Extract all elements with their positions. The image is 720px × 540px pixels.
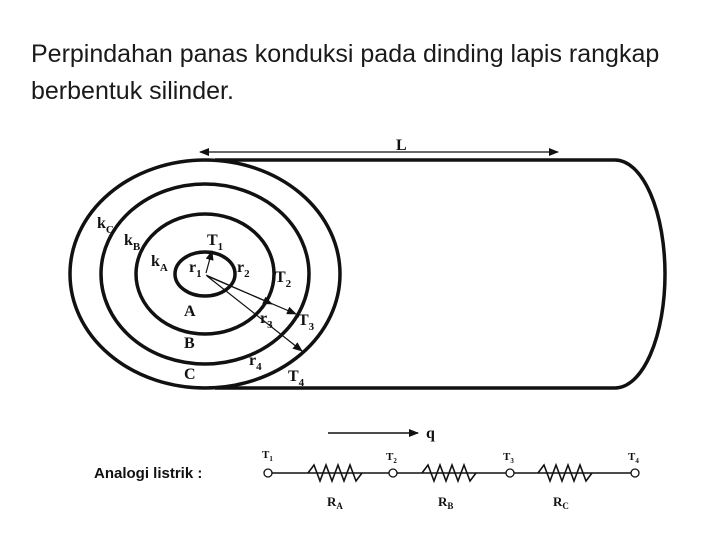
analogy-label: Analogi listrik :	[94, 465, 203, 482]
layer-a-outer-boundary	[136, 214, 274, 334]
node-t2-label: $T_2$	[386, 451, 397, 465]
label-layer-a: A	[184, 303, 196, 320]
label-t2: $T_2$	[275, 269, 292, 290]
node-t2	[389, 469, 397, 477]
label-layer-c: C	[184, 366, 196, 383]
node-t4	[631, 469, 639, 477]
resistor-b-label: $R_B$	[438, 494, 454, 511]
label-ka: $k_A$	[151, 253, 168, 274]
label-r1: $r_1$	[189, 259, 202, 280]
length-label: L	[396, 137, 407, 154]
node-t1-label: $T_1$	[262, 449, 273, 463]
resistor-c-label: $R_C$	[553, 494, 569, 511]
heat-flow-label: q	[426, 425, 435, 442]
label-r4: $r_4$	[249, 352, 262, 373]
label-layer-b: B	[184, 335, 195, 352]
label-r2: $r_2$	[237, 259, 250, 280]
resistor-a-label: $R_A$	[327, 494, 343, 511]
label-t3: $T_3$	[298, 312, 315, 333]
label-kc: $k_C$	[97, 215, 114, 236]
inner-boundary	[175, 252, 235, 296]
layer-c-outer-boundary	[70, 160, 340, 388]
label-t4: $T_4$	[288, 368, 305, 389]
label-t1: $T_1$	[207, 232, 224, 253]
node-t1	[264, 469, 272, 477]
node-t3-label: $T_3$	[503, 451, 514, 465]
slide-title: Perpindahan panas konduksi pada dinding lapis rangkap berbentuk silinder.	[31, 40, 660, 105]
label-r3: $r_3$	[260, 310, 273, 331]
r1-arrow	[206, 251, 212, 273]
node-t4-label: $T_4$	[628, 451, 639, 465]
label-kb: $k_B$	[124, 232, 141, 253]
node-t3	[506, 469, 514, 477]
